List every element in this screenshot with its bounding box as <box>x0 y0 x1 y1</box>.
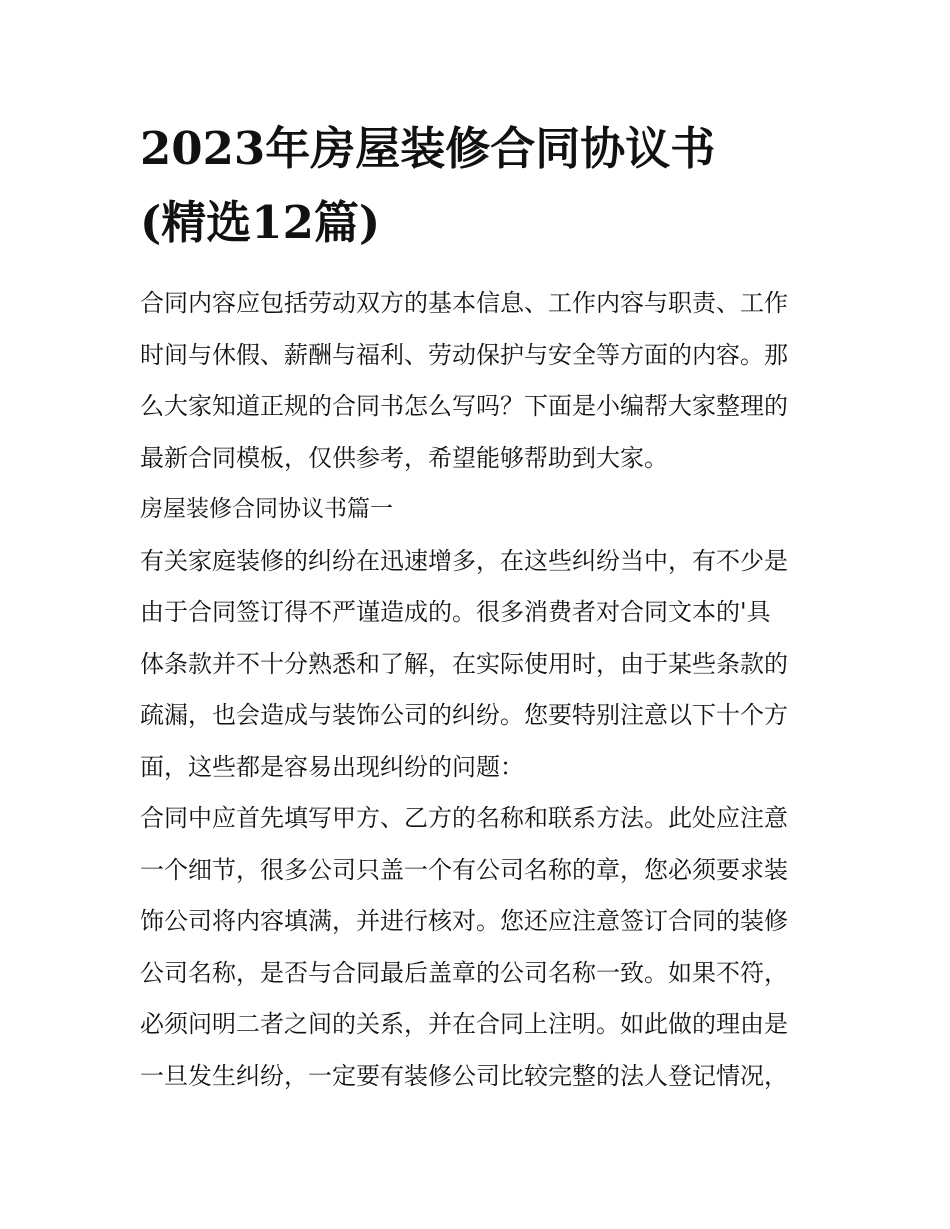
text-line: 饰公司将内容填满，并进行核对。您还应注意签订合同的装修 <box>140 907 788 935</box>
text-line: 由于合同签订得不严谨造成的。很多消费者对合同文本的'具 <box>140 598 771 626</box>
text-line: 疏漏，也会造成与装饰公司的纠纷。您要特别注意以下十个方 <box>140 701 788 729</box>
body-paragraph-1 <box>140 536 820 794</box>
text-line: 合同中应首先填写甲方、乙方的名称和联系方法。此处应注意 <box>140 804 788 832</box>
text-line: 面，这些都是容易出现纠纷的问题： <box>140 752 524 781</box>
text-line: 必须问明二者之间的关系，并在合同上注明。如此做的理由是 <box>140 1010 788 1038</box>
text-line: 体条款并不十分熟悉和了解，在实际使用时，由于某些条款的 <box>140 649 788 678</box>
body-paragraph-2 <box>140 793 820 1102</box>
text-line: 一个细节，很多公司只盖一个有公司名称的章，您必须要求装 <box>140 855 788 884</box>
intro-paragraph <box>140 278 820 484</box>
text-line: 时间与休假、薪酬与福利、劳动保护与安全等方面的内容。那 <box>140 340 788 369</box>
title-line: (精选12篇) <box>140 196 381 249</box>
text-line: 最新合同模板，仅供参考，希望能够帮助到大家。 <box>140 443 668 472</box>
text-line: 有关家庭装修的纠纷在迅速增多，在这些纠纷当中，有不少是 <box>140 546 788 575</box>
document-body <box>140 278 820 1102</box>
text-line: 一旦发生纠纷，一定要有装修公司比较完整的法人登记情况， <box>140 1061 788 1090</box>
title-line: 2023年房屋装修合同协议书 <box>140 122 716 175</box>
document-title <box>140 112 820 260</box>
text-line: 合同内容应包括劳动双方的基本信息、工作内容与职责、工作 <box>140 289 788 317</box>
text-line: 公司名称，是否与合同最后盖章的公司名称一致。如果不符， <box>140 958 788 987</box>
text-line: 么大家知道正规的合同书怎么写吗？下面是小编帮大家整理的 <box>140 392 788 420</box>
section-heading: 房屋装修合同协议书篇一 <box>140 496 393 522</box>
